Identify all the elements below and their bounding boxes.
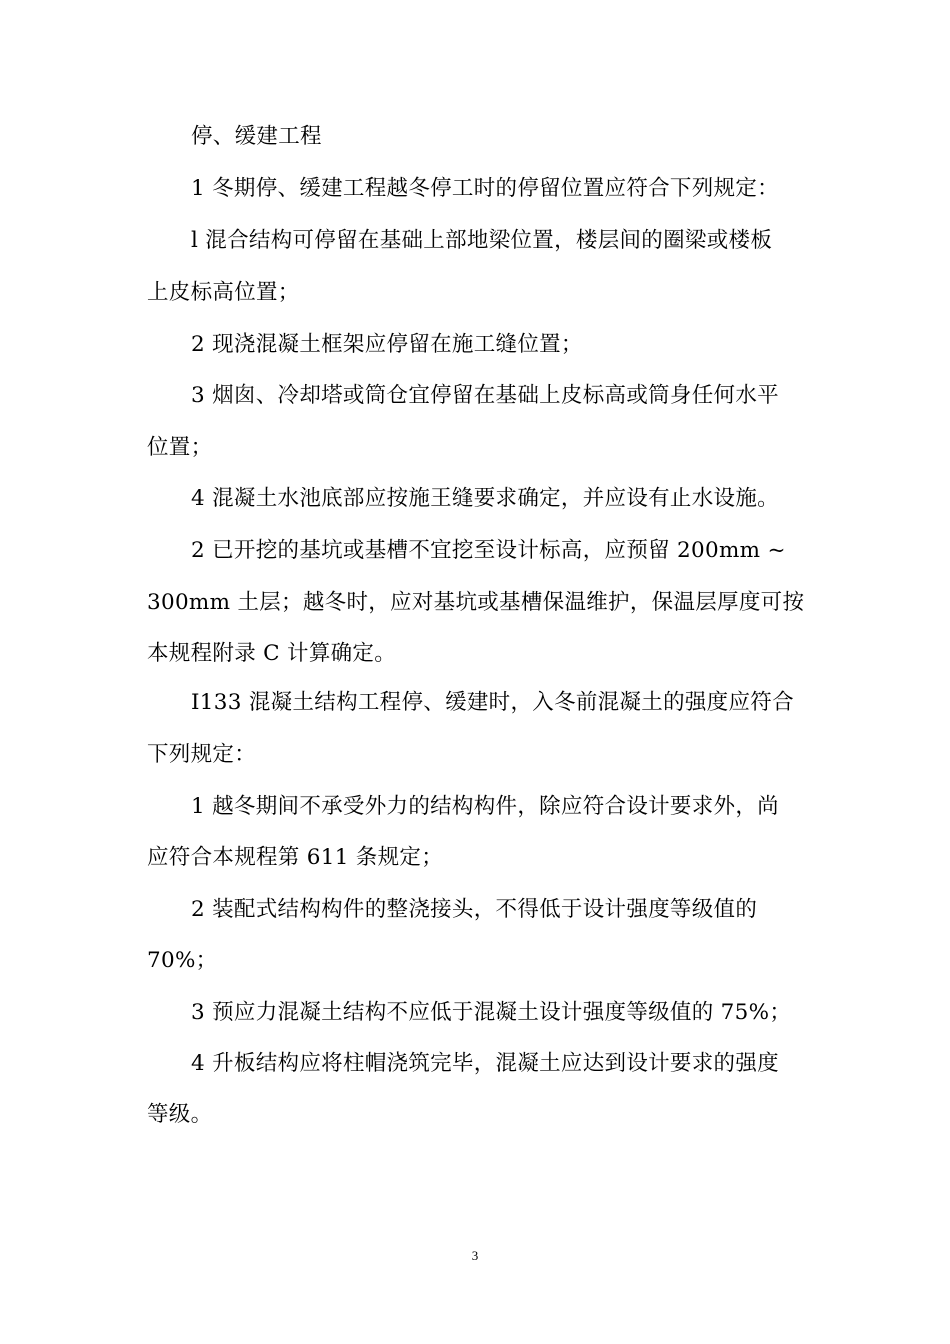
paragraph-line: I133 混凝土结构工程停、缓建时，入冬前混凝土的强度应符合 [191, 690, 794, 715]
paragraph-line: 等级。 [147, 1102, 213, 1127]
paragraph-line: 1 冬期停、缓建工程越冬停工时的停留位置应符合下列规定： [191, 176, 779, 201]
page-number: 3 [471, 1248, 479, 1263]
paragraph-line: l 混合结构可停留在基础上部地梁位置，楼层间的圈梁或楼板 [191, 228, 773, 253]
paragraph-line: 300mm 土层；越冬时，应对基坑或基槽保温维护，保温层厚度可按 [147, 590, 805, 615]
paragraph-line: 2 现浇混凝土框架应停留在施工缝位置； [191, 332, 583, 357]
paragraph-line: 下列规定： [147, 742, 257, 767]
section-heading: 停、缓建工程 [191, 124, 322, 149]
paragraph-line: 2 装配式结构构件的整浇接头，不得低于设计强度等级值的 [191, 897, 758, 922]
paragraph-line: 3 预应力混凝土结构不应低于混凝土设计强度等级值的 75%； [191, 1000, 792, 1025]
paragraph-line: 3 烟囱、冷却塔或筒仓宜停留在基础上皮标高或筒身任何水平 [191, 383, 779, 408]
paragraph-line: 4 混凝土水池底部应按施王缝要求确定，并应设有止水设施。 [191, 486, 779, 511]
paragraph-line: 1 越冬期间不承受外力的结构构件，除应符合设计要求外，尚 [191, 794, 779, 819]
paragraph-line: 应符合本规程第 611 条规定； [147, 845, 444, 870]
paragraph-line: 4 升板结构应将柱帽浇筑完毕，混凝土应达到设计要求的强度 [191, 1051, 779, 1076]
paragraph-line: 位置； [147, 435, 213, 460]
paragraph-line: 本规程附录 C 计算确定。 [147, 641, 397, 666]
paragraph-line: 2 已开挖的基坑或基槽不宜挖至设计标高，应预留 200mm ~ [191, 538, 786, 563]
paragraph-line: 70%； [147, 948, 218, 973]
paragraph-line: 上皮标高位置； [147, 280, 300, 305]
